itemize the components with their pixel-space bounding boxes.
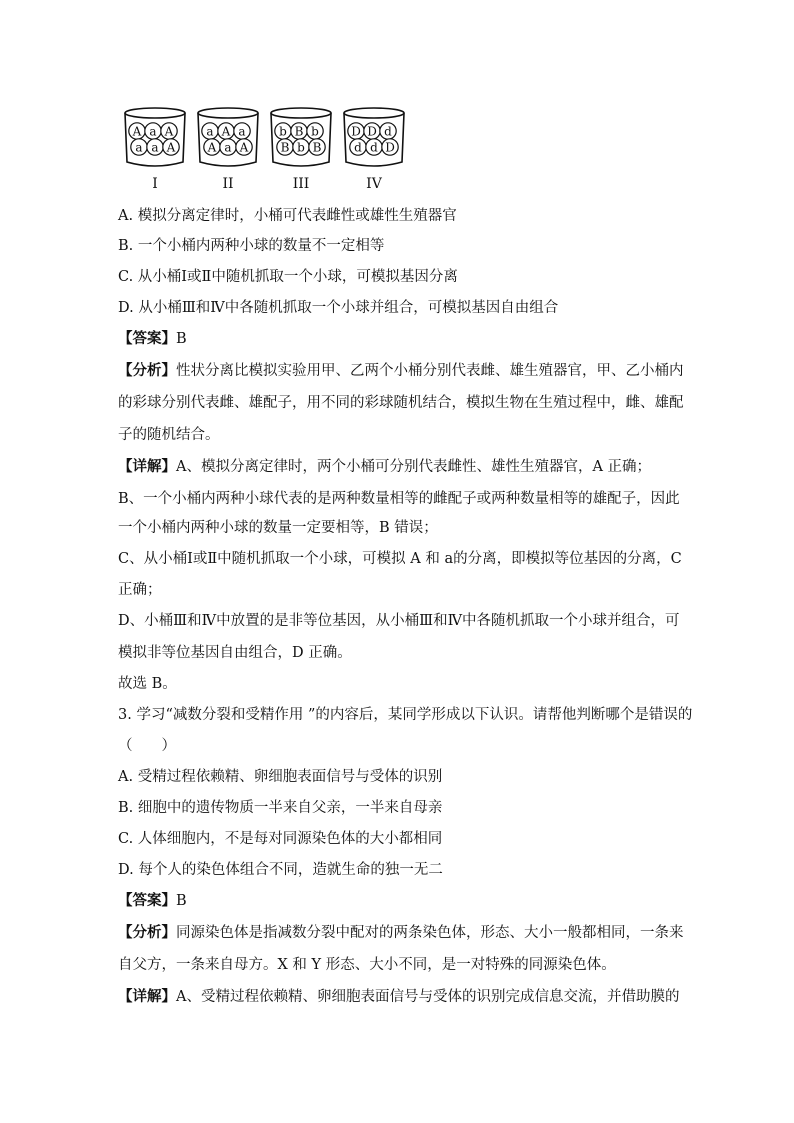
ball [234, 123, 250, 139]
q3-option-a: A. 受精过程依赖精、卵细胞表面信号与受体的识别 [118, 769, 443, 785]
ball-label: D [367, 124, 377, 139]
bucket-rim [344, 108, 404, 118]
ball [204, 139, 220, 155]
ball-label: a [149, 124, 157, 139]
bucket-figure [118, 100, 408, 198]
ball [275, 123, 291, 139]
analysis-tag: 【分析】 [118, 924, 176, 941]
detail-tag: 【详解】 [118, 458, 176, 475]
analysis-text: 性状分离比模拟实验用甲、乙两个小桶分别代表雌、雄生殖器官，甲、乙小桶内 [176, 363, 684, 379]
ball [129, 123, 145, 139]
ball-label: A [164, 124, 174, 139]
ball-label: b [297, 140, 305, 155]
bucket-rim [125, 108, 185, 118]
ball [293, 139, 309, 155]
bucket-label: I [152, 176, 158, 192]
ball-label: A [207, 140, 217, 155]
ball [350, 139, 366, 155]
ball-label: A [239, 140, 249, 155]
q3-answer [118, 891, 187, 911]
ball [131, 139, 147, 155]
q3-analysis-line-2: 自父方，一条来自母方。X 和 Y 形态、大小不同，是一对特殊的同源染色体。 [118, 957, 616, 973]
bucket-2 [198, 108, 258, 192]
ball [364, 123, 380, 139]
ball [145, 123, 161, 139]
bucket-4 [344, 108, 404, 192]
ball-label: D [385, 140, 395, 155]
q2-option-c: C. 从小桶Ⅰ或Ⅱ中随机抓取一个小球，可模拟基因分离 [118, 269, 458, 285]
q2-analysis-line-3: 子的随机结合。 [118, 427, 220, 443]
ball-label: d [370, 140, 378, 155]
answer-value: B [176, 893, 187, 909]
ball [277, 139, 293, 155]
bucket-1 [125, 108, 185, 192]
bucket-label: III [292, 176, 310, 192]
ball [382, 139, 398, 155]
analysis-tag: 【分析】 [118, 362, 176, 379]
q3-analysis-line-1 [118, 923, 684, 943]
q3-option-d: D. 每个人的染色体组合不同，造就生命的独一无二 [118, 862, 443, 878]
bucket-label: II [222, 176, 234, 192]
ball-label: a [206, 124, 214, 139]
q2-detail-line-5: 正确； [118, 582, 162, 598]
ball-label: a [224, 140, 232, 155]
ball-label: a [151, 140, 159, 155]
ball [202, 123, 218, 139]
ball-label: a [135, 140, 143, 155]
ball [218, 123, 234, 139]
q2-detail-line-3: 一个小桶内两种小球的数量一定要相等，B 错误； [118, 520, 438, 536]
answer-tag: 【答案】 [118, 330, 176, 347]
detail-text: A、受精过程依赖精、卵细胞表面信号与受体的识别完成信息交流，并借助膜的 [176, 989, 680, 1005]
bucket-label: IV [366, 176, 382, 192]
ball-label: D [351, 124, 361, 139]
ball [161, 123, 177, 139]
ball-label: B [294, 124, 304, 139]
q2-option-b: B. 一个小桶内两种小球的数量不一定相等 [118, 238, 385, 254]
q2-detail-line-4: C、从小桶Ⅰ或Ⅱ中随机抓取一个小球，可模拟 A 和 a的分离，即模拟等位基因的分离，C [118, 551, 682, 567]
ball-label: d [384, 124, 392, 139]
q3-detail-line-1 [118, 987, 679, 1007]
q2-detail-line-1 [118, 457, 651, 477]
q2-detail-line-6: D、小桶Ⅲ和Ⅳ中放置的是非等位基因，从小桶Ⅲ和Ⅳ中各随机抓取一个小球并组合，可 [118, 613, 680, 629]
q2-analysis-line-2: 的彩球分别代表雌、雄配子，用不同的彩球随机结合，模拟生物在生殖过程中，雌、雄配 [118, 395, 684, 411]
ball [147, 139, 163, 155]
ball [291, 123, 307, 139]
q2-detail-line-8: 故选 B。 [118, 676, 177, 692]
ball-label: B [280, 140, 290, 155]
q3-stem-line-2: （ ） [118, 738, 176, 754]
ball-label: A [166, 140, 176, 155]
bucket-3 [271, 108, 331, 192]
q2-analysis-line-1 [118, 361, 684, 381]
ball [366, 139, 382, 155]
ball-label: A [132, 124, 142, 139]
ball [380, 123, 396, 139]
bucket-rim [271, 108, 331, 118]
answer-value: B [176, 331, 187, 347]
ball [220, 139, 236, 155]
ball-label: B [312, 140, 322, 155]
bucket-rim [198, 108, 258, 118]
ball [307, 123, 323, 139]
ball [236, 139, 252, 155]
ball [309, 139, 325, 155]
ball [348, 123, 364, 139]
q3-option-c: C. 人体细胞内，不是每对同源染色体的大小都相同 [118, 831, 443, 847]
q2-option-a: A. 模拟分离定律时，小桶可代表雌性或雄性生殖器官 [118, 208, 457, 224]
detail-text: A、模拟分离定律时，两个小桶可分别代表雌性、雄性生殖器官，A 正确； [176, 459, 652, 475]
q3-option-b: B. 细胞中的遗传物质一半来自父亲，一半来自母亲 [118, 800, 443, 816]
ball-label: b [279, 124, 287, 139]
q2-detail-line-7: 模拟非等位基因自由组合，D 正确。 [118, 645, 352, 661]
ball-label: d [354, 140, 362, 155]
answer-tag: 【答案】 [118, 892, 176, 909]
q2-option-d: D. 从小桶Ⅲ和Ⅳ中各随机抓取一个小球并组合，可模拟基因自由组合 [118, 300, 559, 316]
ball [163, 139, 179, 155]
q3-stem-line-1: 3. 学习“减数分裂和受精作用 ”的内容后，某同学形成以下认识。请帮他判断哪个是错误的 [118, 707, 693, 723]
ball-label: a [238, 124, 246, 139]
ball-label: b [311, 124, 319, 139]
q2-answer [118, 329, 187, 349]
q2-detail-line-2: B、一个小桶内两种小球代表的是两种数量相等的雌配子或两种数量相等的雄配子，因此 [118, 491, 680, 507]
ball-label: A [221, 124, 231, 139]
bucket-figure-svg [118, 100, 408, 198]
detail-tag: 【详解】 [118, 988, 176, 1005]
analysis-text: 同源染色体是指减数分裂中配对的两条染色体，形态、大小一般都相同，一条来 [176, 925, 684, 941]
